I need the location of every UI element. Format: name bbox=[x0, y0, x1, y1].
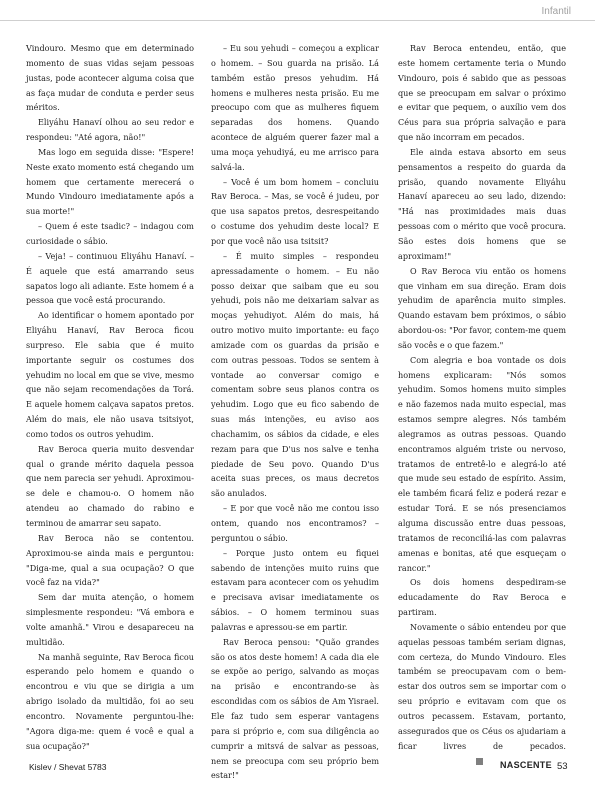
paragraph-last bbox=[398, 620, 566, 768]
magazine-logo: NASCENTE bbox=[500, 760, 552, 770]
paragraph: – É muito simples – respondeu apressadamente o homem. – Eu não posso deixar que saibam que eu sou yehudi, pois não me deixariam salvar as moças yehudiyot. Além do mais, há outro motivo muito importante: eu faço amizade com os guardas da prisão e com outras pessoas. Todos se sentem à vontade ao conversar comigo e comentam sobre seus planos contra os yehudim. Logo que eu fico sabendo de suas más intenções, eu aviso aos chachamim, os sábios da cidade, e eles rezam para que D'us nos salve e tenha piedade de Seu povo. Quando D'us aceita suas preces, os maus decretos são anulados. bbox=[211, 250, 379, 499]
column-1 bbox=[26, 41, 194, 754]
column-2 bbox=[211, 41, 379, 783]
paragraph: Eliyáhu Hanaví olhou ao seu redor e respondeu: "Até agora, não!" bbox=[26, 117, 194, 143]
paragraph: Ao identificar o homem apontado por Eliyáhu Hanaví, Rav Beroca ficou surpreso. Ele sabia que é muito importante seguir os costumes dos yehudim no local em que se vive, mesmo que não sejam recomendações da Torá. E aquele homem calçava sapatos pretos. Além do mais, ele não usava tsitsiyot, como todos os outros yehudim. bbox=[26, 310, 194, 439]
paragraph: Com alegria e boa vontade os dois homens explicaram: "Nós somos yehudim. Somos homens muito simples e não fazemos nada muito especial, mas estamos sempre alegres. Nós também alegramos as outras pessoas. Quando encontramos alguém triste ou nervoso, tratamos de entretê-lo e alegrá-lo até que mude seu estado de espírito. Assim, ele também ficará feliz e poderá rezar e estudar Torá. E se nós presenciamos alguma discussão entre duas pessoas, tratamos de reconciliá-las com palavras amenas e bonitas, até que esqueçam o rancor." bbox=[398, 354, 566, 573]
issue-date: Kislev / Shevat 5783 bbox=[29, 762, 107, 772]
paragraph: Rav Beroca não se contentou. Aproximou-se ainda mais e perguntou: "Diga-me, qual a sua ocupação? O que você faz na vida?" bbox=[26, 532, 194, 588]
paragraph: – Veja! – continuou Eliyáhu Hanaví. – É aquele que está amarrando seus sapatos logo ali adiante. Este homem é a pessoa que você está procurando. bbox=[26, 250, 194, 306]
header-rule bbox=[0, 20, 595, 21]
paragraph: – Quem é este tsadic? – indagou com curiosidade o sábio. bbox=[26, 221, 194, 246]
page-number: 53 bbox=[557, 761, 568, 772]
paragraph: Mas logo em seguida disse: "Espere! Neste exato momento está chegando um homem que certamente merecerá o Mundo Vindouro imediatamente após a sua morte!" bbox=[26, 146, 194, 217]
end-of-article-icon bbox=[476, 758, 483, 765]
paragraph: Vindouro. Mesmo que em determinado momento de suas vidas sejam pessoas justas, pode acontecer alguma coisa que as faça mudar de conduta e perder seus méritos. bbox=[26, 43, 194, 113]
paragraph: Na manhã seguinte, Rav Beroca ficou esperando pelo homem e quando o encontrou e viu que se dirigia a um abrigo isolado da multidão, foi ao seu encontro. Novamente perguntou-lhe: "Agora diga-me: quem é você e qual a sua ocupação?" bbox=[26, 651, 194, 751]
paragraph: – E por que você não me contou isso ontem, quando nos encontramos? – perguntou o sábio. bbox=[211, 503, 379, 543]
paragraph: Rav Beroca pensou: "Quão grandes são os atos deste homem! A cada dia ele se expõe ao perigo, salvando as moças na prisão e encontrando-se às escondidas com os sábios de Am Yisrael. Ele faz tudo sem esperar vantagens para si próprio e, com sua diligência ao cumprir a mitsvá de salvar as pessoas, nem se preocupa com seu próprio bem estar!" bbox=[211, 636, 379, 781]
paragraph: Rav Beroca entendeu, então, que este homem certamente teria o Mundo Vindouro, pois é sabido que as pessoas que se preocupam em salvar o próximo e evitar que pequem, o auxílio vem dos Céus para sua própria salvação e para que não incorram em pecados. bbox=[398, 43, 566, 143]
column-3 bbox=[398, 41, 566, 768]
paragraph-text: Novamente o sábio entendeu por que aquelas pessoas também seriam dignas, com certeza, do Mundo Vindouro. Eles também se preocupavam com o bem-estar dos outros sem se importar com o seu próprio e evitavam com que os outros pecassem. Estavam, portanto, assegurados que os Céus os ajudariam a ficar livres de pecados. bbox=[398, 621, 566, 751]
section-tag: Infantil bbox=[541, 6, 571, 17]
paragraph: – Eu sou yehudi – começou a explicar o homem. – Sou guarda na prisão. Lá também estão presos yehudim. Há homens e mulheres nesta prisão. Eu me preocupo com que as mulheres fiquem separadas dos homens. Quando acontece de alguém querer fazer mal a uma moça yehudiyá, eu me arrisco para salvá-la. bbox=[211, 43, 379, 172]
paragraph: Os dois homens despediram-se educadamente do Rav Beroca e partiram. bbox=[398, 577, 566, 618]
paragraph: O Rav Beroca viu então os homens que vinham em sua direção. Eram dois yehudim de aparência muito simples. Quando estavam bem próximos, o sábio abordou-os: "Por favor, contem-me quem são vocês e o que fazem." bbox=[398, 265, 566, 350]
paragraph: Rav Beroca queria muito desvendar qual o grande mérito daquela pessoa que nem parecia ser yehudi. Aproximou-se dele e chamou-o. O homem não atendeu ao chamado do rabino e terminou de amarrar seu sapato. bbox=[26, 443, 194, 528]
paragraph: Ele ainda estava absorto em seus pensamentos a respeito do guarda da prisão, quando novamente Eliyáhu Hanaví apareceu ao seu lado, dizendo: "Há nas proximidades mais duas pessoas com o mérito que você procura. São estes dois homens que se aproximam!" bbox=[398, 146, 566, 261]
paragraph: Sem dar muita atenção, o homem simplesmente respondeu: "Vá embora e volte amanhã." Virou e desapareceu na multidão. bbox=[26, 592, 194, 647]
paragraph: – Porque justo ontem eu fiquei sabendo de intenções muito ruins que estavam para acontecer com os yehudim e precisava avisar imediatamente os sábios. – O homem terminou suas palavras e apressou-se em partir. bbox=[211, 547, 379, 632]
paragraph: – Você é um bom homem – concluiu Rav Beroca. – Mas, se você é judeu, por que usa sapatos pretos, desrespeitando o costume dos yehudim deste local? E por que você não usa tsitsit? bbox=[211, 176, 379, 246]
